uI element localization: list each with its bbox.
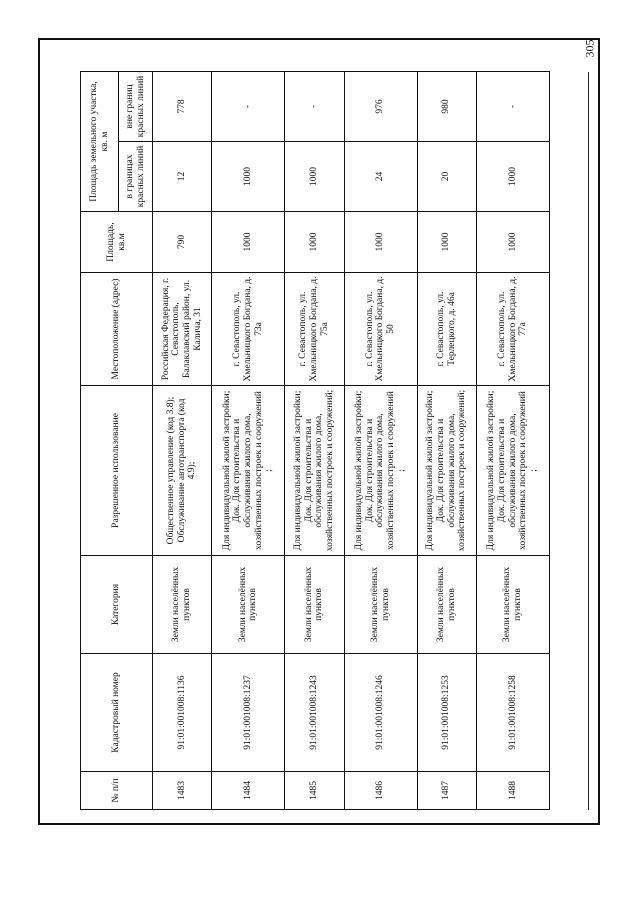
cell-category: Земли населённых пунктов — [476, 556, 549, 654]
cell-cadastral: 91:01:001008:1253 — [417, 654, 476, 772]
cell-category: Земли населённых пунктов — [344, 556, 417, 654]
table-row — [476, 71, 549, 809]
cell-location: г. Севастополь, ул. Хмельницкого Богдана, д. 50 — [344, 273, 417, 386]
cell-num: 1487 — [417, 772, 476, 810]
land-plots-table — [80, 71, 550, 810]
cell-outside: - — [285, 71, 344, 141]
cell-location: Российская Федерация, г. Севастополь, Балаклавский район, ул. Калича, 31 — [153, 273, 212, 386]
cell-permitted-use: Для индивидуальной жилой застройки; Док. Для строительства и обслуживания жилого дома, хозяйственных построек и сооружений; — [417, 386, 476, 556]
header-location: Местоположение (адрес) — [81, 273, 153, 386]
cell-outside: 980 — [417, 71, 476, 141]
cell-location: г. Севастополь, ул. Хмельницкого Богдана, д. 75а — [285, 273, 344, 386]
cell-location: г. Севастополь, ул. Терлецкого, д. 46а — [417, 273, 476, 386]
cell-area: 1000 — [212, 212, 285, 273]
page-number: 305 — [582, 39, 597, 58]
cell-within: 20 — [417, 142, 476, 212]
cell-permitted-use: Для индивидуальной жилой застройки; Док. Для строительства и обслуживания жилого дома, хозяйственных построек и сооружений ; — [344, 386, 417, 556]
table-row — [153, 71, 212, 809]
cell-category: Земли населённых пунктов — [153, 556, 212, 654]
header-num: № п/п — [81, 772, 153, 810]
cell-outside: 976 — [344, 71, 417, 141]
cell-area: 1000 — [344, 212, 417, 273]
cell-within: 1000 — [476, 142, 549, 212]
cell-cadastral: 91:01:001008:1243 — [285, 654, 344, 772]
cell-area: 790 — [153, 212, 212, 273]
header-category: Категория — [81, 556, 153, 654]
cell-num: 1484 — [212, 772, 285, 810]
header-area: Площадь, кв.м — [81, 212, 153, 273]
table-row — [344, 71, 417, 809]
cell-area: 1000 — [417, 212, 476, 273]
cell-num: 1486 — [344, 772, 417, 810]
header-cadastral: Кадастровый номер — [81, 654, 153, 772]
cell-outside: 778 — [153, 71, 212, 141]
header-permitted-use: Разрешенное использование — [81, 386, 153, 556]
header-land-area: Площадь земельного участка, кв. м — [81, 71, 119, 211]
table-row — [212, 71, 285, 809]
cell-within: 12 — [153, 142, 212, 212]
cell-within: 1000 — [285, 142, 344, 212]
cell-permitted-use: Для индивидуальной жилой застройки; Док. Для строительства и обслуживания жилого дома, хозяйственных построек и сооружений; — [285, 386, 344, 556]
cell-area: 1000 — [476, 212, 549, 273]
cell-outside: - — [212, 71, 285, 141]
cell-cadastral: 91:01:001008:1136 — [153, 654, 212, 772]
cell-num: 1483 — [153, 772, 212, 810]
footer-rule — [588, 72, 589, 810]
cell-permitted-use: Для индивидуальной жилой застройки; Док. Для строительства и обслуживания жилого дома, хозяйственных построек и сооружений ; — [212, 386, 285, 556]
cell-cadastral: 91:01:001008:1258 — [476, 654, 549, 772]
header-within: в границах красных линий — [119, 142, 153, 212]
table-row — [285, 71, 344, 809]
cell-category: Земли населённых пунктов — [285, 556, 344, 654]
cell-cadastral: 91:01:001008:1237 — [212, 654, 285, 772]
cell-permitted-use: Для индивидуальной жилой застройки; Док. Для строительства и обслуживания жилого дома, хозяйственных построек и сооружений ; — [476, 386, 549, 556]
cell-location: г. Севастополь, ул. Хмельницкого Богдана, д. 77а — [476, 273, 549, 386]
cell-permitted-use: Общественное управление (код 3.8); Обслуживание автотранспорта (код 4.9); — [153, 386, 212, 556]
cell-cadastral: 91:01:001008:1246 — [344, 654, 417, 772]
table-row — [417, 71, 476, 809]
cell-within: 24 — [344, 142, 417, 212]
cell-category: Земли населённых пунктов — [417, 556, 476, 654]
rotated-table-container — [80, 72, 550, 810]
cell-location: г. Севастополь, ул. Хмельницкого Богдана, д. 73а — [212, 273, 285, 386]
cell-area: 1000 — [285, 212, 344, 273]
header-outside: вне границ красных линий — [119, 71, 153, 141]
cell-num: 1488 — [476, 772, 549, 810]
cell-category: Земли населённых пунктов — [212, 556, 285, 654]
cell-num: 1485 — [285, 772, 344, 810]
cell-within: 1000 — [212, 142, 285, 212]
cell-outside: - — [476, 71, 549, 141]
